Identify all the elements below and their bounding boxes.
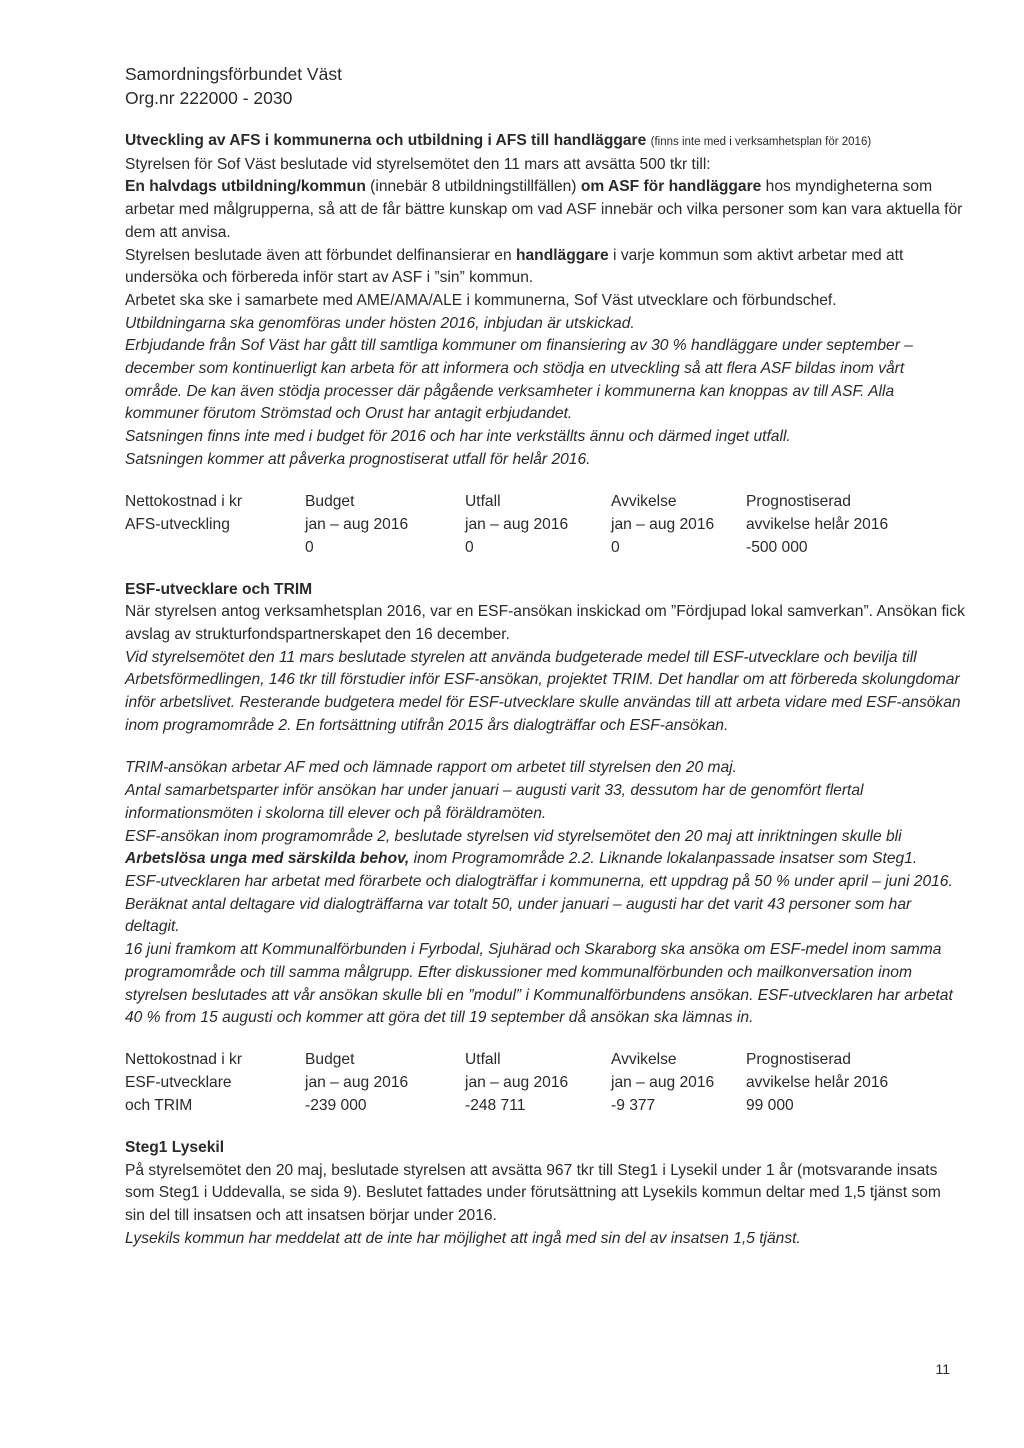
table-cell: jan – aug 2016: [465, 515, 569, 533]
afs-paragraph-7: Satsningen finns inte med i budget för 2016 och har inte verkställts ännu och därmed inget utfall.: [125, 428, 791, 446]
afs-heading-note: (finns inte med i verksamhetsplan för 2016): [650, 136, 872, 148]
table-row: [125, 513, 946, 536]
table-cell: 0: [611, 538, 620, 556]
afs-paragraph-6: Erbjudande från Sof Väst har gått till samtliga kommuner om finansiering av 30 % handläggare under september – december som kontinuerligt kan arbeta för att informera och stödja en utveckling så att flera ASF bildas inom vårt område. De kan även stödja processer där pågående verksamheter i kommunerna kan knoppas av till ASF. Alla kommuner förutom Strömstad och Orust har antagit erbjudandet.: [125, 337, 913, 423]
table-cell: Prognostiserad: [746, 492, 851, 510]
afs-paragraph-1: Styrelsen för Sof Väst beslutade vid styrelsemötet den 11 mars att avsätta 500 tkr till:: [125, 155, 711, 173]
afs-paragraph-2: [125, 176, 965, 244]
afs-p2-bold-2: om ASF för handläggare: [580, 178, 762, 196]
esf-p5-a: ESF-ansökan inom programområde 2, beslutade styrelsen vid styrelsemötet den 20 maj att inriktningen skulle bli: [125, 827, 902, 845]
esf-paragraph-4: Antal samarbetsparter inför ansökan har under januari – augusti varit 33, dessutom har de genomfört flertal informationsmöten i skolorna till elever och på föräldramöten.: [125, 782, 864, 822]
table-row: [125, 1048, 946, 1071]
table-cell: Nettokostnad i kr: [125, 1050, 243, 1068]
table-cell: Avvikelse: [611, 1050, 677, 1068]
table-row: [125, 1094, 946, 1117]
table-cell: 99 000: [746, 1096, 794, 1114]
document-page: [125, 62, 965, 1250]
afs-p3-bold: handläggare: [515, 246, 609, 264]
page-number: 11: [935, 1361, 950, 1377]
table-cell: ESF-utvecklare: [125, 1073, 232, 1091]
org-number: Org.nr 222000 - 2030: [125, 88, 293, 108]
table-cell: avvikelse helår 2016: [746, 1073, 889, 1091]
table-cell: Utfall: [465, 1050, 501, 1068]
table-cell: 0: [305, 538, 314, 556]
esf-paragraph-1: När styrelsen antog verksamhetsplan 2016, var en ESF-ansökan inskickad om ”Fördjupad lokal samverkan”. Ansökan fick avslag av strukturfondspartnerskapet den 16 december.: [125, 603, 965, 643]
table-cell: och TRIM: [125, 1096, 193, 1114]
esf-p5-bold: Arbetslösa unga med särskilda behov,: [125, 850, 410, 868]
table-cell: jan – aug 2016: [611, 1073, 715, 1091]
table-cell: -239 000: [305, 1096, 367, 1114]
esf-heading: ESF-utvecklare och TRIM: [125, 580, 313, 598]
esf-cost-table: [125, 1048, 946, 1117]
table-cell: Budget: [305, 1050, 355, 1068]
table-cell: -248 711: [465, 1096, 526, 1114]
afs-p2-mid: (innebär 8 utbildningstillfällen): [365, 178, 581, 196]
table-cell: -9 377: [611, 1096, 656, 1114]
table-cell: Budget: [305, 492, 355, 510]
afs-paragraph-3: [125, 245, 965, 290]
table-cell: Avvikelse: [611, 492, 677, 510]
esf-paragraph-3: TRIM-ansökan arbetar AF med och lämnade rapport om arbetet till styrelsen den 20 maj.: [125, 759, 737, 777]
esf-paragraph-5: [125, 826, 965, 871]
table-cell: Prognostiserad: [746, 1050, 851, 1068]
table-cell: Nettokostnad i kr: [125, 492, 243, 510]
steg1-paragraph-1: På styrelsemötet den 20 maj, beslutade styrelsen att avsätta 967 tkr till Steg1 i Lysekil under 1 år (motsvarande insats som Steg1 i Uddevalla, se sida 9). Beslutet fattades under förutsättning att Lysekils kommun deltar med 1,5 tjänst som sin del till insatsen och att insatsen börjar under 2016.: [125, 1161, 941, 1225]
esf-paragraph-6: ESF-utvecklaren har arbetat med förarbete och dialogträffar i kommunerna, ett uppdrag på 50 % under april – juni 2016. Beräknat antal deltagare vid dialogträffarna var totalt 50, under januari – augusti har det varit 43 personer som har deltagit.: [125, 872, 953, 936]
table-row: [125, 1071, 946, 1094]
afs-p2-rest: hos myndigheterna som arbetar med målgrupperna, så att de får bättre kunskap om vad ASF innebär och vilka personer som kan vara aktuella för dem att anvisa.: [125, 178, 963, 241]
afs-cost-table: [125, 490, 946, 559]
afs-paragraph-5: Utbildningarna ska genomföras under hösten 2016, inbjudan är utskickad.: [125, 314, 635, 332]
table-cell: jan – aug 2016: [465, 1073, 569, 1091]
afs-heading: [125, 130, 965, 154]
afs-paragraph-4: Arbetet ska ske i samarbete med AME/AMA/ALE i kommunerna, Sof Väst utvecklare och förbundschef.: [125, 291, 837, 309]
table-cell: -500 000: [746, 538, 808, 556]
afs-p3-b: i varje kommun som aktivt arbetar med att undersöka och förbereda inför start av ASF i ”sin” kommun.: [125, 246, 904, 287]
table-cell: 0: [465, 538, 474, 556]
afs-paragraph-8: Satsningen kommer att påverka prognostiserat utfall för helår 2016.: [125, 450, 591, 468]
table-row: [125, 536, 946, 559]
afs-heading-text: Utveckling av AFS i kommunerna och utbildning i AFS till handläggare: [125, 132, 647, 149]
afs-p3-a: Styrelsen beslutade även att förbundet delfinansierar en: [125, 246, 516, 264]
org-name: Samordningsförbundet Väst: [125, 64, 342, 84]
esf-p5-b: inom Programområde 2.2. Liknande lokalanpassade insatser som Steg1.: [409, 850, 918, 868]
table-cell: jan – aug 2016: [611, 515, 715, 533]
steg1-paragraph-2: Lysekils kommun har meddelat att de inte har möjlighet att ingå med sin del av insatsen 1,5 tjänst.: [125, 1229, 801, 1247]
table-cell: Utfall: [465, 492, 501, 510]
afs-p2-bold-1: En halvdags utbildning/kommun: [125, 178, 366, 196]
table-cell: jan – aug 2016: [305, 515, 409, 533]
steg1-heading: Steg1 Lysekil: [125, 1138, 225, 1156]
esf-paragraph-7: 16 juni framkom att Kommunalförbunden i Fyrbodal, Sjuhärad och Skaraborg ska ansöka om ESF-medel inom samma programområde och till samma målgrupp. Efter diskussioner med kommunalförbunden och mailkonversation inom styrelsen beslutades att vår ansökan skulle bli en ”modul” i Kommunalförbundens ansökan. ESF-utvecklaren har arbetat 40 % from 15 augusti och kommer att göra det till 19 september då ansökan ska lämnas in.: [125, 941, 953, 1027]
table-cell: AFS-utveckling: [125, 515, 230, 533]
table-cell: avvikelse helår 2016: [746, 515, 889, 533]
table-cell: [125, 536, 305, 559]
esf-paragraph-2: Vid styrelsemötet den 11 mars beslutade styrelen att använda budgeterade medel till ESF-utvecklare och bevilja till Arbetsförmedlingen, 146 tkr till förstudier inför ESF-ansökan, projektet TRIM. Det handlar om att förbereda skolungdomar inför arbetslivet. Resterande budgetera medel för ESF-utvecklare skulle användas till att arbeta vidare med ESF-ansökan inom programområde 2. En fortsättning utifrån 2015 års dialogträffar och ESF-ansökan.: [125, 648, 961, 734]
table-row: [125, 490, 946, 513]
table-cell: jan – aug 2016: [305, 1073, 409, 1091]
